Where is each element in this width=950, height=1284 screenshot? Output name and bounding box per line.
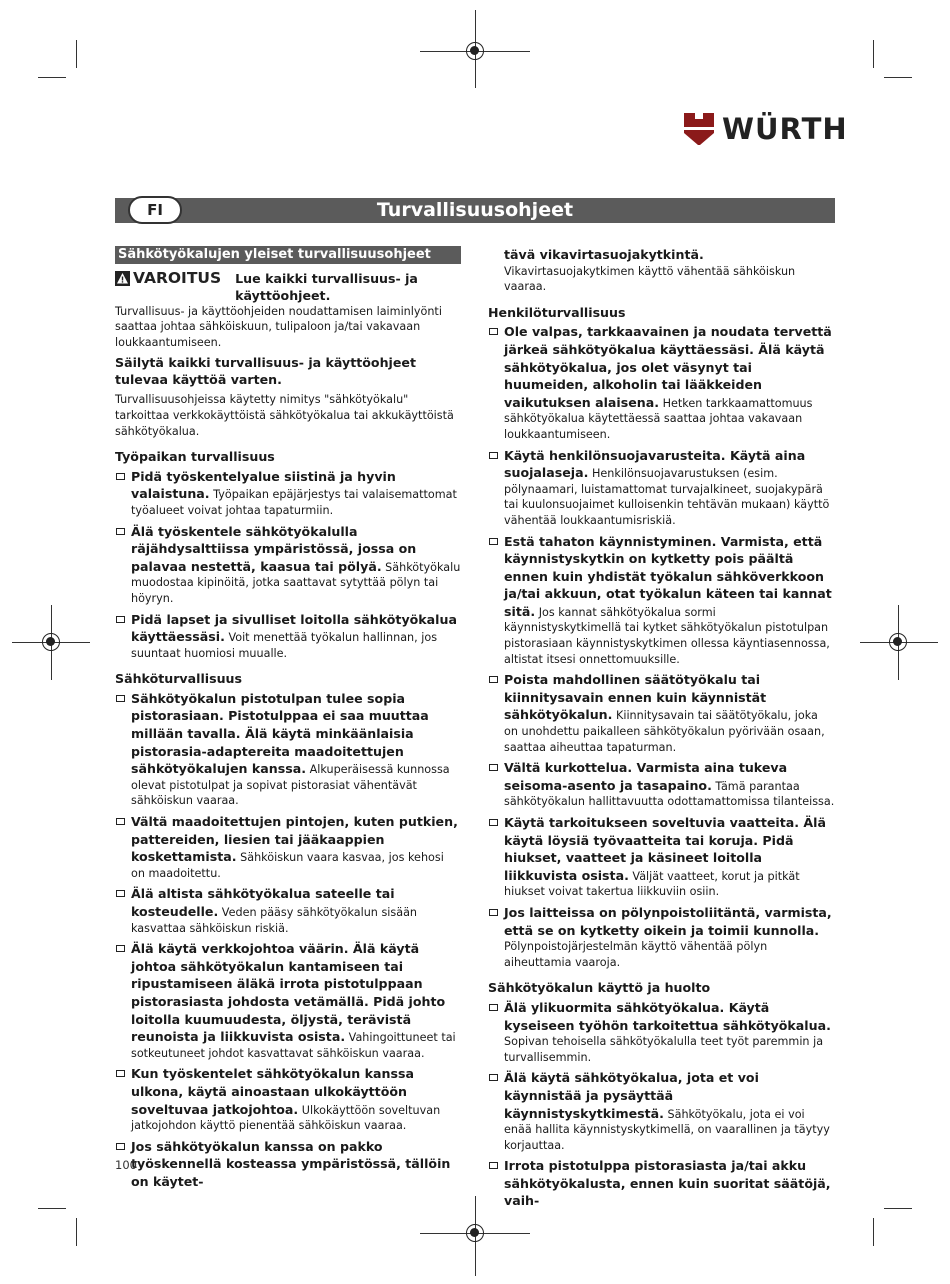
- list-item-body: [504, 323, 835, 442]
- checkbox-bullet-icon: [116, 616, 125, 623]
- checkbox-bullet-icon: [116, 945, 125, 952]
- list-item-text: Vahingoittuneet tai sotkeutuneet johdot kasvattavat sähköiskun vaaraa.: [131, 1031, 456, 1060]
- list-item-bold: Poista mahdollinen säätötyökalu tai kiinnitysavain ennen kuin käynnistät sähkötyökalun.: [504, 672, 767, 723]
- list-item-body: [131, 813, 461, 881]
- list-item-text: Jos kannat sähkötyökalua sormi käynnistyskytkimellä tai kytket sähkötyökalun pistotulpan pistorasiaan käynnistyskytkimen ollessa käyntiasennossa, altistat itsesi onnettomuuksille.: [504, 605, 830, 666]
- work-safety-heading: Työpaikan turvallisuus: [115, 449, 275, 465]
- wurth-emblem-icon: [684, 113, 714, 145]
- list-item-body: [504, 1157, 835, 1210]
- list-item-body: [504, 533, 835, 668]
- warning-block: [115, 270, 461, 304]
- list-item-text: Väljät vaatteet, korut ja pitkät hiukset voivat takertua liikkuviin osiin.: [504, 869, 800, 899]
- list-item: [488, 814, 835, 900]
- list-item: [115, 690, 461, 809]
- list-item-body: [504, 904, 835, 970]
- checkbox-bullet-icon: [489, 819, 498, 826]
- list-item-text: Veden pääsy sähkötyökalun sisään kasvattaa sähköiskun riskiä.: [131, 906, 418, 935]
- list-item-body: [131, 523, 461, 607]
- list-item-bold: Sähkötyökalun pistotulpan tulee sopia pistorasiaan. Pistotulppaa ei saa muuttaa millään tavalla. Älä käytä minkäänlaisia pistorasia-adaptereita maadoitettujen sähkötyökalujen kanssa.: [131, 690, 429, 777]
- list-item: [488, 999, 835, 1065]
- list-item-body: [504, 671, 835, 755]
- list-item: [488, 1069, 835, 1153]
- checkbox-bullet-icon: [489, 328, 498, 335]
- list-item: [115, 611, 461, 662]
- warning-heading: Lue kaikki turvallisuus- ja käyttöohjeet.: [235, 270, 418, 303]
- title-bar: [115, 198, 835, 223]
- tool-use-heading: Sähkötyökalun käyttö ja huolto: [488, 980, 711, 996]
- list-item: [115, 523, 461, 607]
- list-item-bold: Älä ylikuormita sähkötyökalua. Käytä kyseiseen työhön tarkoitettua sähkötyökalua.: [504, 999, 831, 1033]
- list-item-body: [131, 940, 461, 1061]
- checkbox-bullet-icon: [489, 1074, 498, 1081]
- list-item-bold: Ole valpas, tarkkaavainen ja noudata tervettä järkeä sähkötyökalua käyttäessäsi. Älä käytä sähkötyökalua, jos olet väsynyt tai huumeiden, alkoholin tai lääkkeiden vaikutuksen alaisena.: [504, 324, 832, 410]
- personal-safety-list: [488, 323, 835, 970]
- list-item-text: Sähkötyökalu muodostaa kipinöitä, jotka saattavat sytyttää pölyn tai höyryn.: [131, 560, 461, 605]
- list-item-body: [131, 468, 461, 519]
- checkbox-bullet-icon: [489, 1004, 498, 1011]
- list-item-text: Tämä parantaa sähkötyökalun hallittavuutta odottamattomissa tilanteissa.: [504, 779, 835, 809]
- list-item-body: [504, 814, 835, 900]
- checkbox-bullet-icon: [116, 473, 125, 480]
- list-item: [488, 759, 835, 810]
- list-item-bold: Irrota pistotulppa pistorasiasta ja/tai akku sähkötyökalusta, ennen kuin suoritat säätöjä, vaih-: [504, 1158, 831, 1209]
- warning-text: Turvallisuus- ja käyttöohjeiden noudattamisen laiminlyönti saattaa johtaa sähköiskuun, tulipaloon ja/tai vakavaan loukkaantumiseen.: [115, 304, 442, 349]
- checkbox-bullet-icon: [489, 1162, 498, 1169]
- continued-item: [488, 246, 835, 295]
- checkbox-bullet-icon: [489, 764, 498, 771]
- list-item-body: [504, 759, 835, 810]
- list-item-body: [131, 885, 461, 936]
- list-item: [488, 904, 835, 970]
- list-item-body: [504, 999, 835, 1065]
- list-item-bold: Älä altista sähkötyökalua sateelle tai kosteudelle.: [131, 886, 395, 919]
- brand-name: WÜRTH: [722, 112, 848, 146]
- list-item-body: [131, 690, 461, 809]
- list-item-text: Työpaikan epäjärjestys tai valaisemattomat työalueet voivat johtaa tapaturmiin.: [131, 488, 457, 517]
- list-item-bold: Pidä työskentelyalue siistinä ja hyvin valaistuna.: [131, 468, 396, 502]
- page-number: 100: [115, 1158, 137, 1172]
- work-safety-list: [115, 468, 461, 662]
- list-item: [115, 885, 461, 936]
- checkbox-bullet-icon: [116, 1070, 125, 1077]
- warning-label-text: VAROITUS: [133, 268, 222, 287]
- list-item: [115, 813, 461, 881]
- list-item-bold: Käytä henkilönsuojavarusteita. Käytä aina suojalaseja.: [504, 447, 806, 481]
- warning-icon: [115, 271, 130, 286]
- list-item-text: Sopivan tehoisella sähkötyökalulla teet työt paremmin ja turvallisemmin.: [504, 1035, 824, 1064]
- right-column: [488, 246, 835, 1214]
- list-item: [115, 468, 461, 519]
- keep-instructions: Säilytä kaikki turvallisuus- ja käyttöohjeet tulevaa käyttöä varten.: [115, 355, 416, 388]
- list-item-text: Sähköiskun vaara kasvaa, jos kehosi on maadoitettu.: [131, 851, 444, 880]
- list-item-bold: Vältä maadoitettujen pintojen, kuten putkien, pattereiden, liesien tai jääkaappien koskettamista.: [131, 814, 458, 865]
- list-item-text: Pölynpoistojärjestelmän käyttö vähentää pölyn aiheuttamia vaaroja.: [504, 940, 768, 969]
- list-item-text: Ulkokäyttöön soveltuvan jatkojohdon käyttö pienentää sähköiskun vaaraa.: [131, 1103, 441, 1133]
- checkbox-bullet-icon: [116, 695, 125, 702]
- list-item-body: [131, 1138, 461, 1191]
- checkbox-bullet-icon: [116, 890, 125, 897]
- continued-bold: tävä vikavirtasuojakytkintä.: [504, 247, 704, 262]
- list-item-text: Alkuperäisessä kunnossa olevat pistotulpat ja sopivat pistorasiat vähentävät sähköiskun vaaraa.: [131, 763, 450, 808]
- wurth-logo: [684, 112, 848, 146]
- list-item: [488, 533, 835, 668]
- tool-use-list: [488, 999, 835, 1210]
- list-item-bold: Jos laitteissa on pölynpoistoliitäntä, varmista, että se on kytketty oikein ja toimii kunnolla.: [504, 904, 832, 938]
- list-item: [488, 1157, 835, 1210]
- list-item-text: Sähkötyökalu, jota ei voi enää hallita käynnistyskytkimellä, on vaarallinen ja täytyy korjauttaa.: [504, 1107, 830, 1152]
- list-item-bold: Vältä kurkottelua. Varmista aina tukeva seisoma-asento ja tasapaino.: [504, 760, 788, 793]
- checkbox-bullet-icon: [116, 1143, 125, 1150]
- list-item-text: Hetken tarkkaamattomuus sähkötyökalua käytettäessä saattaa johtaa vakavaan loukkaantumiseen.: [504, 396, 813, 441]
- list-item-text: Henkilönsuojavarustuksen (esim. pölynaamari, luistamattomat turvajalkineet, suojakypärä tai kuulonsuojaimet kulloisenkin tehtävän mukaan) käyttö vähentää loukkaantumisriskiä.: [504, 467, 830, 527]
- list-item-body: [504, 1069, 835, 1153]
- electric-safety-list: [115, 690, 461, 1191]
- checkbox-bullet-icon: [489, 452, 498, 459]
- personal-safety-heading: Henkilöturvallisuus: [488, 304, 626, 320]
- definition-text: Turvallisuusohjeissa käytetty nimitys "sähkötyökalu" tarkoittaa verkkokäyttöistä sähkötyökalua tai akkukäyttöistä sähkötyökalua.: [115, 393, 454, 438]
- list-item-bold: Kun työskentelet sähkötyökalun kanssa ulkona, käytä ainoastaan ulkokäyttöön soveltuvaa jatkojohtoa.: [131, 1066, 414, 1117]
- page-title: Turvallisuusohjeet: [376, 199, 574, 221]
- list-item: [115, 1138, 461, 1191]
- checkbox-bullet-icon: [489, 676, 498, 683]
- checkbox-bullet-icon: [116, 528, 125, 535]
- list-item: [488, 323, 835, 442]
- list-item-body: [504, 447, 835, 529]
- list-item-text: Kiinnitysavain tai säätötyökalu, joka on unohdettu paikalleen sähkötyökalun pyörivään osaan, saattaa aiheuttaa tapaturman.: [504, 709, 825, 754]
- list-item-body: [131, 611, 461, 662]
- list-item-bold: Älä työskentele sähkötyökalulla räjähdysalttiissa ympäristössä, jossa on palavaa nestettä, kaasua tai pölyä.: [131, 523, 417, 574]
- list-item-bold: Pidä lapset ja sivulliset loitolla sähkötyökalua käyttäessäsi.: [131, 611, 457, 645]
- left-column: [115, 246, 461, 1195]
- list-item: [488, 447, 835, 529]
- list-item-bold: Käytä tarkoitukseen soveltuvia vaatteita. Älä käytä löysiä työvaatteita tai koruja. Pidä hiukset, vaatteet ja käsineet loitolla liikkuvista osista.: [504, 815, 826, 883]
- list-item-body: [131, 1065, 461, 1133]
- checkbox-bullet-icon: [489, 909, 498, 916]
- electric-safety-heading: Sähköturvallisuus: [115, 671, 243, 687]
- checkbox-bullet-icon: [489, 538, 498, 545]
- language-badge: FI: [128, 196, 182, 224]
- list-item-bold: Älä käytä verkkojohtoa väärin. Älä käytä johtoa sähkötyökalun kantamiseen tai ripustamiseen äläkä irrota pistotulppaan pistorasiasta johdosta vetämällä. Pidä johto loitolla kuumuudesta, öljystä, terävistä reunoista ja liikkuvista osista.: [131, 941, 446, 1045]
- section-banner: Sähkötyökalujen yleiset turvallisuusohjeet: [115, 246, 461, 264]
- list-item-text: Voit menettää työkalun hallinnan, jos suuntaat huomiosi muualle.: [131, 631, 438, 660]
- list-item: [488, 671, 835, 755]
- list-item-bold: Älä käytä sähkötyökalua, jota et voi käynnistää ja pysäyttää käynnistyskytkimestä.: [504, 1070, 759, 1121]
- continued-text: Vikavirtasuojakytkimen käyttö vähentää sähköiskun vaaraa.: [504, 264, 796, 294]
- list-item: [115, 1065, 461, 1133]
- list-item-bold: Estä tahaton käynnistyminen. Varmista, että käynnistyskytkin on kytketty pois päältä ennen kuin yhdistät työkalun sähköverkkoon ja/tai akkuun, otat työkalun käteen tai kannat sitä.: [504, 533, 832, 619]
- list-item-bold: Jos sähkötyökalun kanssa on pakko työskennellä kosteassa ympäristössä, tällöin on käytet-: [131, 1138, 451, 1189]
- list-item: [115, 940, 461, 1061]
- checkbox-bullet-icon: [116, 818, 125, 825]
- warning-label: [115, 268, 222, 287]
